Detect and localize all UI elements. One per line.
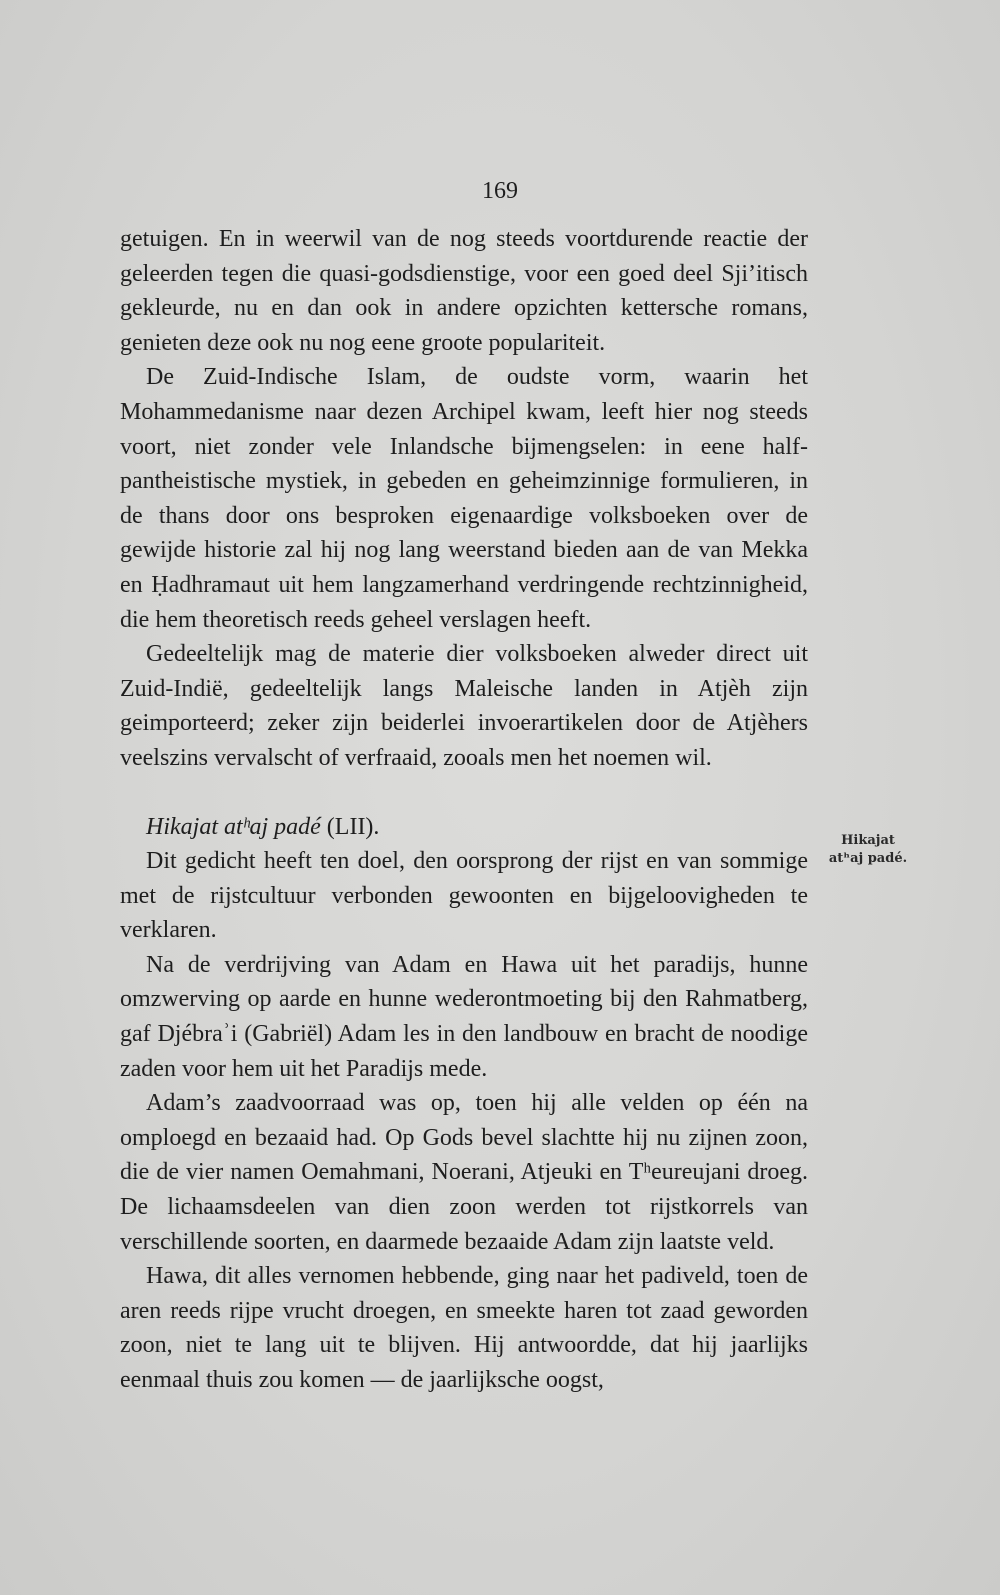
section-heading <box>120 810 808 845</box>
paragraph: Dit gedicht heeft ten doel, den oorsprong der rijst en van sommige met de rijstcultuur verbonden gewoonten en bijgeloovigheden te verklaren. <box>120 848 808 944</box>
paragraph: Adam’s zaadvoorraad was op, toen hij alle velden op één na omploegd en bezaaid had. Op Gods bevel slachtte hij nu zijnen zoon, die de vier namen Oemahmani, Noerani, Atjeuki en Tʰeureujani droeg. De lichaamsdeelen van dien zoon werden tot rijstkorrels van verschillende soorten, en daarmede bezaaide Adam zijn laatste veld. <box>120 1090 808 1255</box>
paragraph: Hawa, dit alles vernomen hebbende, ging naar het padiveld, toen de aren reeds rijpe vrucht droegen, en smeekte haren tot zaad geworden zoon, niet te lang uit te blijven. Hij antwoordde, dat hij jaarlijks eenmaal thuis zou komen — de jaarlijksche oogst, <box>120 1263 808 1393</box>
section-title-suffix: (LII). <box>320 813 380 840</box>
section-title: Hikajat atʰaj padé <box>146 813 321 840</box>
paragraph: getuigen. En in weerwil van de nog steeds voortdurende reactie der geleerden tegen die quasi-godsdienstige, voor een goed deel Sji’itisch gekleurde, nu en dan ook in andere opzichten kettersche romans, genieten deze ook nu nog eene groote populariteit. <box>120 226 808 356</box>
paragraph: Gedeeltelijk mag de materie dier volksboeken alweder direct uit Zuid-Indië, gedeeltelijk langs Maleische landen in Atjèh zijn geimporteerd; zeker zijn beiderlei invoerartikelen door de Atjèhers veelszins vervalscht of verfraaid, zooals men het noemen wil. <box>120 641 808 771</box>
paragraph: Na de verdrijving van Adam en Hawa uit het paradijs, hunne omzwerving op aarde en hunne wederontmoeting bij den Rahmatberg, gaf Djébraʾi (Gabriël) Adam les in den landbouw en bracht de noodige zaden voor hem uit het Paradijs mede. <box>120 951 808 1082</box>
margin-note <box>818 832 918 868</box>
margin-note-line: atʰaj padé. <box>828 851 908 866</box>
margin-note-line: Hikajat <box>841 833 895 848</box>
paragraph: De Zuid-Indische Islam, de oudste vorm, waarin het Mohammedanisme naar dezen Archipel kwam, leeft hier nog steeds voort, niet zonder vele Inlandsche bijmengselen: in eene half-pantheistische mystiek, in gebeden en geheimzinnige formulieren, in de thans door ons besproken eigenaardige volksboeken over de gewijde historie zal hij nog lang weerstand bieden aan de van Mekka en Ḥadhramaut uit hem langzamerhand verdringende rechtzinnigheid, die hem theoretisch reeds geheel verslagen heeft. <box>120 364 808 633</box>
page-number: 169 <box>482 178 518 204</box>
body-text <box>120 222 808 1398</box>
